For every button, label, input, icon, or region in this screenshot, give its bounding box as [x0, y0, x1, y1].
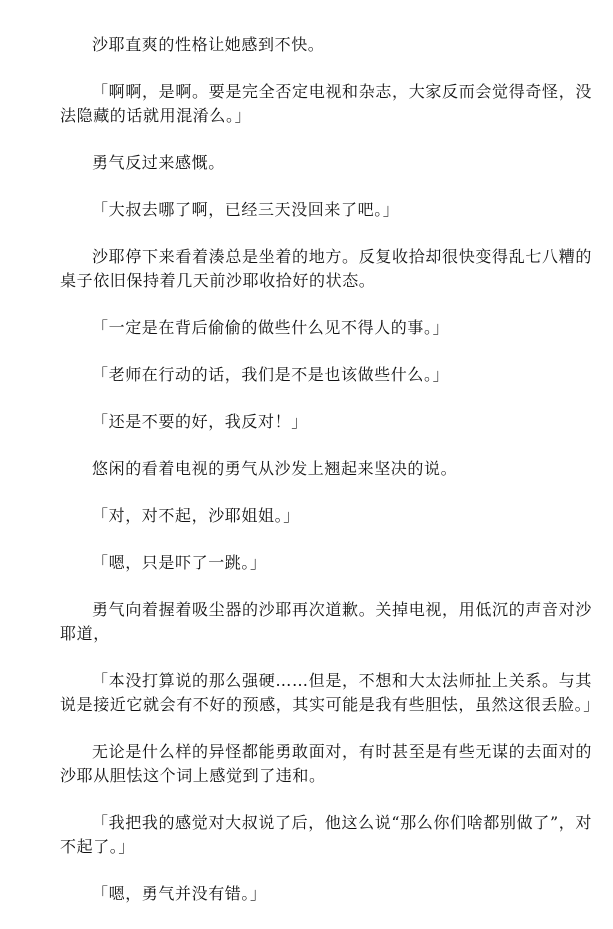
paragraph: 勇气反过来感慨。: [92, 153, 225, 172]
paragraph: 沙耶停下来看着湊总是坐着的地方。反复收拾却很快变得乱七八糟的桌子依旧保持着几天前沙耶收拾好的状态。: [60, 247, 592, 290]
paragraph: 「一定是在背后偷偷的做些什么见不得人的事。」: [92, 318, 450, 337]
paragraph: 「啊啊，是啊。要是完全否定电视和杂志，大家反而会觉得奇怪，没法隐藏的话就用混淆么。」: [60, 82, 592, 125]
paragraph: 「老师在行动的话，我们是不是也该做些什么。」: [92, 365, 450, 384]
paragraph: 「我把我的感觉对大叔说了后，他这么说“那么你们啥都别做了”，对不起了。」: [60, 813, 592, 856]
paragraph: 沙耶直爽的性格让她感到不快。: [92, 35, 325, 54]
paragraph: 「还是不要的好，我反对！」: [92, 412, 308, 431]
paragraph: 「本没打算说的那么强硬……但是，不想和大太法师扯上关系。与其说是接近它就会有不好的预感，其实可能是我有些胆怯，虽然这很丢脸。」: [60, 671, 600, 714]
paragraph: 「大叔去哪了啊，已经三天没回来了吧。」: [92, 200, 400, 219]
paragraph: 「嗯，只是吓了一跳。」: [92, 553, 267, 572]
body-text: [60, 33, 600, 929]
paragraph: 勇气向着握着吸尘器的沙耶再次道歉。关掉电视，用低沉的声音对沙耶道，: [60, 600, 592, 643]
paragraph: 悠闲的看着电视的勇气从沙发上翘起来坚决的说。: [92, 459, 458, 478]
paragraph: 无论是什么样的异怪都能勇敢面对，有时甚至是有些无谋的去面对的沙耶从胆怯这个词上感觉到了违和。: [60, 742, 592, 785]
paragraph: 「嗯，勇气并没有错。」: [92, 884, 267, 903]
paragraph: 「对，对不起，沙耶姐姐。」: [92, 506, 300, 525]
